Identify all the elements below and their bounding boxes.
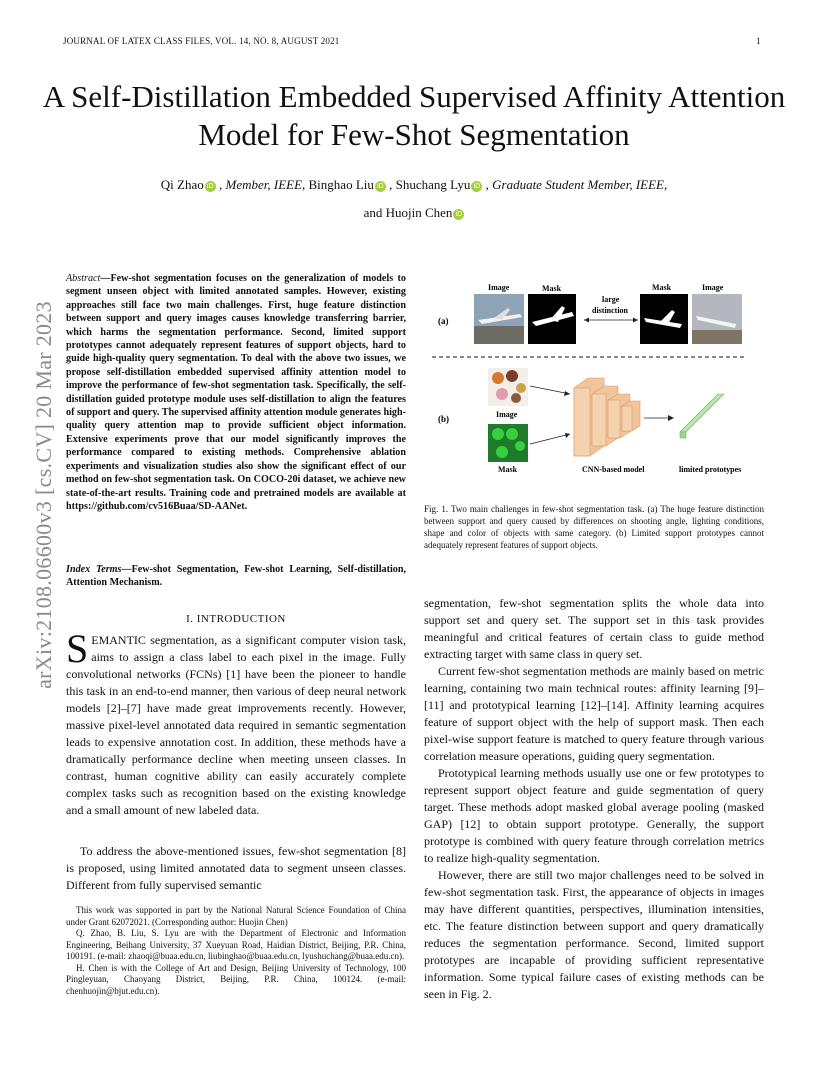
orcid-icon[interactable]: iD bbox=[375, 181, 386, 192]
running-header: JOURNAL OF LATEX CLASS FILES, VOL. 14, NO. 8, AUGUST 2021 bbox=[63, 36, 340, 46]
arxiv-identifier[interactable]: arXiv:2108.06600v3 [cs.CV] 20 Mar 2023 bbox=[31, 301, 56, 689]
donut-mask bbox=[488, 424, 528, 462]
abstract-text: —Few-shot segmentation focuses on the generalization of models to segment unseen object with limited annotated samples. However, existing approaches still face two main challenges. First, huge feature distinction between support and query images causes knowledge transferring barrier, which harms the segmentation performance. Second, limited support prototypes cannot adequately represent features of support objects, hard to guide high-quality query segmentation. To deal with the above two issues, we propose self-distillation embedded supervised affinity attention model to improve the performance of few-shot segmentation task. Specifically, the self-distillation guided prototype module uses self-distillation to align the features of support and query. The supervised affinity attention module generates high-quality query attention map to provide sufficient object information. Extensive experiments prove that our model significantly improves the performance compared to existing methods. Comprehensive ablation experiments and visualization studies also show the significant effect of our method on few-shot segmentation task. On COCO-20i dataset, we achieve new state-of-the-art results. Training code and pretrained models are available at https://github.com/cv516Buaa/SD-AANet. bbox=[66, 273, 406, 512]
paper-title: A Self-Distillation Embedded Supervised Affinity Attention Model for Few-Shot Segmentation bbox=[42, 79, 786, 152]
intro-paragraph-text: EMANTIC segmentation, as a significant computer vision task, aims to assign a class label to each pixel in the image. Fully convolutional networks (FCNs) [1] have been the pioneer to handle this task in an end-to-end manner, then various of deep neural network models [2]–[7] have made great improvements recently. However, massive pixel-level annotated data required in semantic segmentation leads to expensive annotation cost. In addition, these methods have a dramatically performance decline when meeting unseen classes. In contrast, human cognitive ability can easily accurately complete complex tasks such as recognition based on the existing knowledge and a small amount of new labeled data. bbox=[66, 633, 406, 817]
author-name: Qi Zhao bbox=[160, 177, 204, 192]
figure-1-diagram bbox=[424, 276, 764, 486]
orcid-icon[interactable]: iD bbox=[205, 181, 216, 192]
abstract-label: Abstract bbox=[66, 273, 101, 284]
section-heading: I. INTRODUCTION bbox=[186, 613, 286, 625]
author-affiliation: , Graduate Student Member, IEEE, bbox=[485, 177, 668, 192]
figure-1 bbox=[424, 276, 764, 486]
label-cnn: CNN-based model bbox=[582, 465, 645, 474]
index-terms-text: —Few-shot Segmentation, Few-shot Learning, Self-distillation, Attention Mechanism. bbox=[66, 564, 406, 589]
abstract bbox=[66, 272, 406, 513]
query-image bbox=[692, 294, 742, 344]
author-name: Binghao Liu bbox=[308, 177, 374, 192]
arrow-icon bbox=[565, 433, 570, 438]
label-image: Image bbox=[496, 410, 518, 419]
author-conjunction: and bbox=[363, 205, 383, 220]
footnotes bbox=[66, 905, 406, 997]
author-affiliation: , Member, IEEE, bbox=[218, 177, 306, 192]
footnote-affiliation: H. Chen is with the College of Art and Design, Beijing University of Technology, 100 Pingleyuan, Chaoyang District, Beijing, P.R. China, 100124. (e-mail: chenhuojin@bjut.edu.cn). bbox=[66, 962, 406, 996]
right-column-text bbox=[424, 595, 764, 1003]
label-large: large bbox=[602, 295, 620, 304]
label-b: (b) bbox=[438, 414, 449, 424]
author-line-2 bbox=[60, 199, 768, 227]
label-mask: Mask bbox=[652, 283, 672, 292]
page-number: 1 bbox=[756, 36, 761, 46]
intro-paragraph: To address the above-mentioned issues, few-shot segmentation [8] is proposed, using limited annotated data to segment unseen classes. Different from fully supervised semantic bbox=[66, 844, 406, 892]
author-name: Huojin Chen bbox=[385, 205, 453, 220]
prototype-bar bbox=[680, 394, 724, 438]
query-mask bbox=[640, 294, 688, 344]
label-mask: Mask bbox=[498, 465, 518, 474]
author-list bbox=[60, 171, 768, 227]
author-line-1 bbox=[60, 171, 768, 199]
intro-paragraph bbox=[66, 626, 406, 819]
footnote-funding: This work was supported in part by the National Natural Science Foundation of China under Grant 62072021. (Corresponding author: Huojin Chen) bbox=[66, 905, 406, 927]
index-terms bbox=[66, 563, 406, 590]
label-image: Image bbox=[488, 283, 510, 292]
body-paragraph: Current few-shot segmentation methods are mainly based on metric learning, containing two main technical routes: affinity learning [9]–[11] and prototypical learning [12]–[14]. Affinity learning acquires feature of support object with the help of support mask. Then each pixel-wise support feature is matched to query feature through various correlation measure operations, guiding query segmentation. bbox=[424, 664, 764, 763]
drop-cap: S bbox=[66, 626, 89, 671]
body-paragraph: Prototypical learning methods usually use one or few prototypes to represent support object feature and guide segmentation of query target. These methods adopt masked global average pooling (masked GAP) [12] to obtain support prototype. Generally, the support prototype is combined with query feature through correlation metrics to realize high-quality segmentation. bbox=[424, 766, 764, 865]
author-name: Shuchang Lyu bbox=[395, 177, 471, 192]
support-mask bbox=[528, 294, 576, 344]
label-distinction: distinction bbox=[592, 306, 629, 315]
orcid-icon[interactable]: iD bbox=[471, 181, 482, 192]
label-a: (a) bbox=[438, 316, 449, 326]
cnn-blocks bbox=[574, 378, 640, 456]
footnote-affiliation: Q. Zhao, B. Liu, S. Lyu are with the Department of Electronic and Information Engineering, Beihang University, 37 Xueyuan Road, Haidian District, Beijing, P.R. China, 100191. (e-mail: zhaoqi@buaa.edu.cn, liubinghao@buaa.edu.cn, lyushuchang@buaa.edu.cn). bbox=[66, 928, 406, 961]
label-image: Image bbox=[702, 283, 724, 292]
orcid-icon[interactable]: iD bbox=[453, 209, 464, 220]
figure-caption: Fig. 1. Two main challenges in few-shot segmentation task. (a) The huge feature distinction between support and query caused by differences on shooting angle, lighting conditions, shape and color of objects with same category. (b) Limited support prototypes cannot adequately represent features of support objects. bbox=[424, 504, 764, 550]
label-mask: Mask bbox=[542, 284, 562, 293]
support-image bbox=[474, 294, 524, 344]
label-limited-prototypes: limited prototypes bbox=[679, 465, 742, 474]
author-affiliation: , bbox=[389, 177, 393, 192]
body-paragraph: However, there are still two major challenges need to be solved in few-shot segmentation task. First, the appearance of objects in images may have different quantities, perspectives, illumination intensities, etc. The feature distinction between support and query dramatically reduces the segmentation performance. Second, limited support prototypes are incapable of providing sufficient representative information. Some typical failure cases of existing methods can be seen in Fig. 2. bbox=[424, 868, 764, 1001]
body-paragraph: segmentation, few-shot segmentation splits the whole data into support set and query set. The support set in this task provides meaningful and critical features of certain class to guide method extracting target with same class in query set. bbox=[424, 596, 764, 661]
arrow-icon bbox=[564, 391, 570, 396]
arrow-icon bbox=[668, 415, 674, 421]
donut-image bbox=[488, 368, 528, 406]
arxiv-stamp bbox=[24, 280, 64, 710]
index-terms-label: Index Terms bbox=[66, 564, 122, 575]
